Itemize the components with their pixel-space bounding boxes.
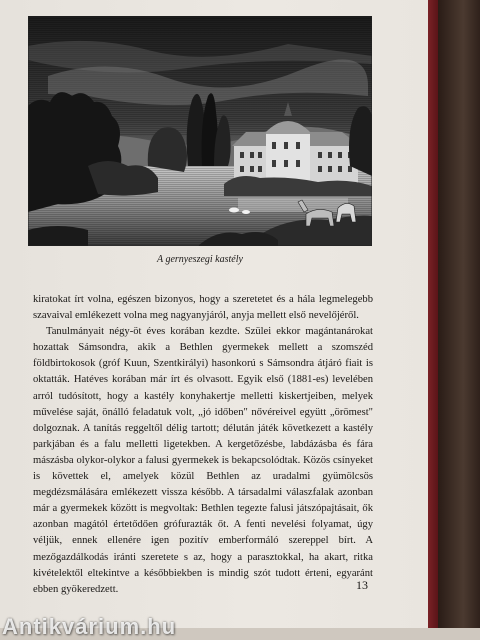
- background-surface: [438, 0, 480, 640]
- watermark: Antikvárium.hu: [2, 614, 177, 639]
- figure-caption: A gernyeszegi kastély: [157, 254, 243, 265]
- castle-engraving-illustration: [28, 16, 372, 246]
- paragraph-1: kiratokat írt volna, egészen bizonyos, hogy a szeretetet és a hála legmelegebb szavaival emlékezett volna meg nagyanyjáról, anyja mellett első nevelőjéről.: [33, 294, 373, 322]
- body-text: [33, 292, 373, 598]
- page-number: 13: [356, 578, 368, 592]
- paragraph-2: Tanulmányait négy-öt éves korában kezdte. Szülei ekkor magántanárokat hozattak Sámsondra, akik a Bethlen gyermekek mellett a szomszéd földbirtokosok (gróf Kuun, Szentkirályi) hasonkorú s Sámsondra átjáró fiait is oktatták. Hatéves korában már írt és olvasott. Egyik első (1881-es) levelében arról tudósított, hogy a kastély konyhakertje melletti kiskertjeiben, melyek művelése saját, önálló feladatuk volt, „jó időben" nővéreivel együtt „örömest" dolgoznak. A tanítás reggeltől délig tartott; délután játék következett a kastély parkjában és a falu melletti ligetekben. A kergetőzésbe, labdázásba és fára mászásba olykor-olykor a falusi gyermekek is bekapcsolódtak. Közös csínyeket is követtek el, amelyek közül Bethlen az uradalmi gyümölcsös megdézsmálására emlékezett vissza később. A társadalmi válaszfalak azonban már a gyermekek között is megvoltak: Bethlen tegezte falusi játszópajtásait, ők azonban magától értetődően grófurazták őt. A fenti nevelési folyamat, úgy véljük, ennek ellenére igen pozitív emberformáló szereppel bírt. A mezőgazdálkodás iránti szeretete s az, hogy a parasztokkal, ha akart, ritka kivételektől eltekintve a későbbiekben is mindig szót tudott érteni, egyaránt ebben gyökeredzett.: [33, 326, 373, 595]
- book-cover-edge: [428, 0, 438, 640]
